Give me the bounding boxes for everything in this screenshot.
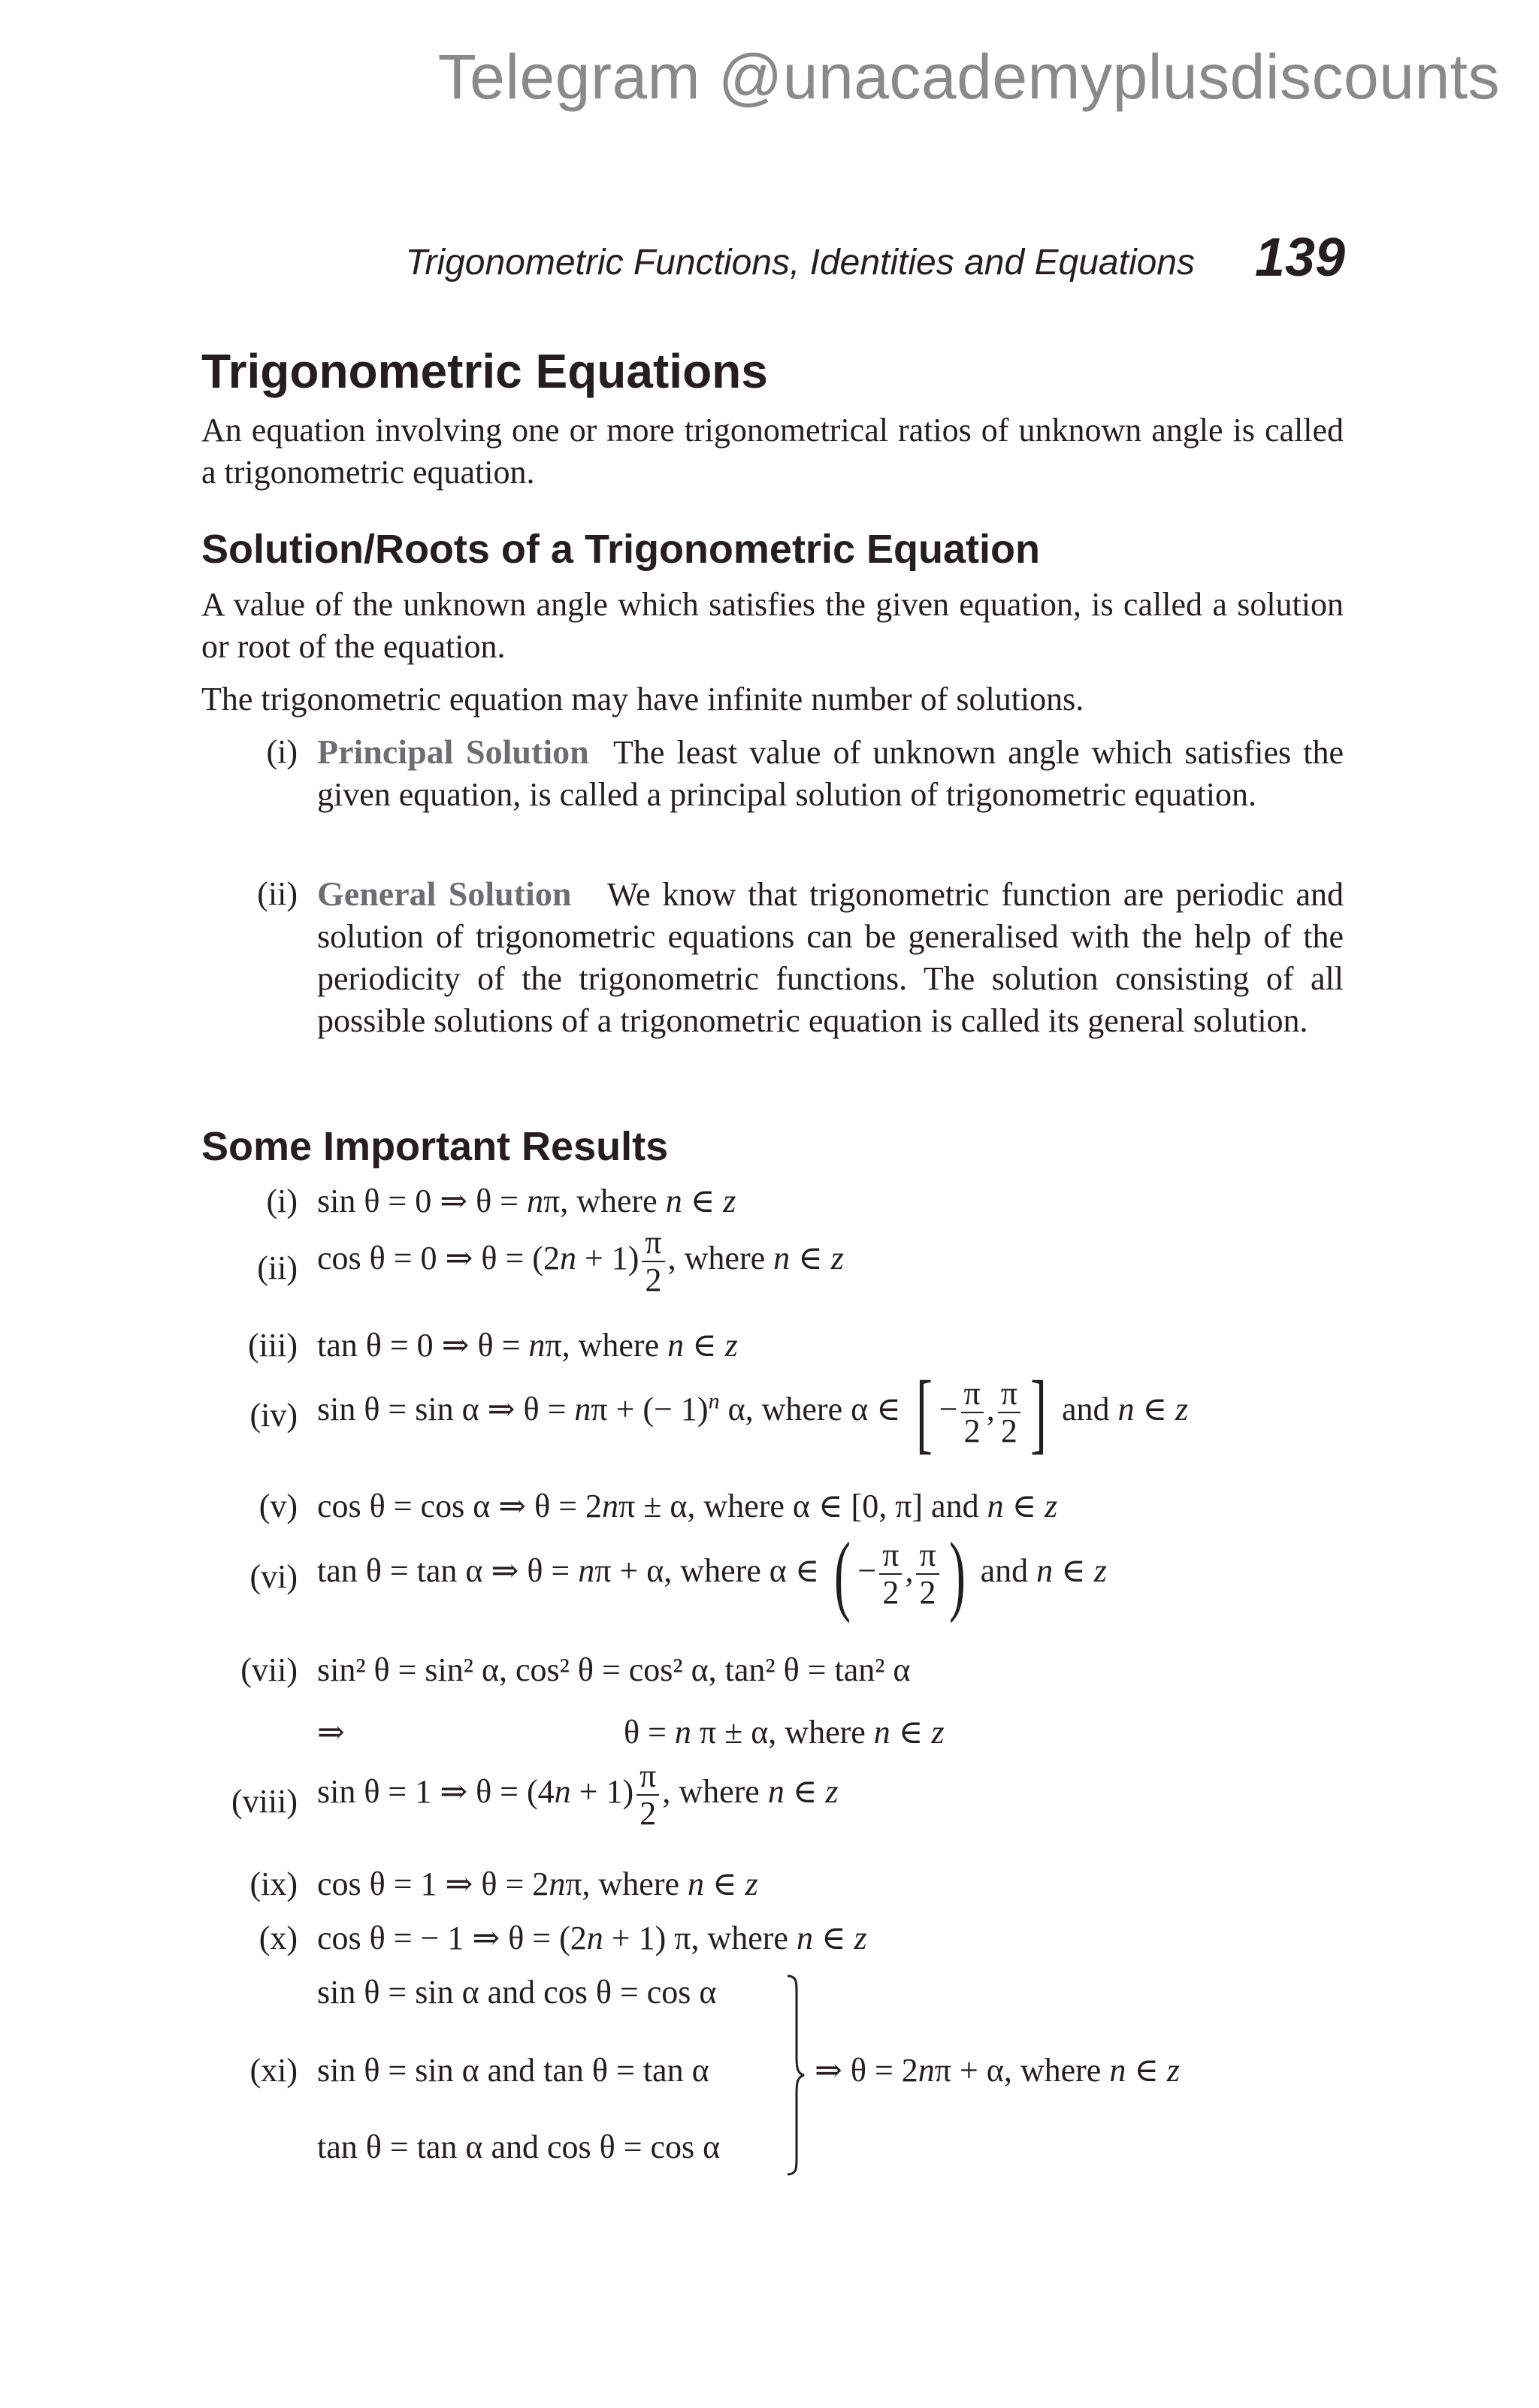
item-number: (ii) <box>257 875 298 912</box>
var-n: n <box>674 1714 691 1751</box>
section-title-results: Some Important Results <box>201 1124 669 1169</box>
result-number: (viii) <box>231 1783 298 1820</box>
section-title-solutions: Solution/Roots of a Trigonometric Equation <box>201 527 1040 572</box>
formula-text: sin θ = 0 ⇒ θ = <box>317 1183 527 1219</box>
right-curly-brace <box>786 1974 806 2176</box>
term-principal-solution: Principal Solution <box>317 733 589 771</box>
result-10 <box>317 1917 867 1959</box>
principal-solution-item <box>317 731 1344 816</box>
formula-text: α, where α ∈ <box>719 1391 901 1428</box>
var-n: n <box>554 1773 571 1811</box>
left-bracket: [ <box>915 1362 933 1462</box>
denominator: 2 <box>1000 1412 1017 1449</box>
var-n: n <box>1117 1391 1135 1428</box>
formula-text: where <box>679 1773 760 1811</box>
formula-text: cos θ = − 1 ⇒ θ = (2 <box>317 1920 587 1956</box>
paragraph-definition: An equation involving one or more trigonometrical ratios of unknown angle is called a trigonometric equation. <box>201 412 1344 491</box>
term-general-solution: General Solution <box>317 875 572 913</box>
result-11-line2: sin θ = sin α and tan θ = tan α <box>317 2052 709 2089</box>
formula-text: tan θ = 0 ⇒ θ = <box>317 1327 529 1364</box>
result-number: (vi) <box>249 1558 298 1595</box>
var-n: n <box>578 1552 595 1590</box>
formula-text: ⇒ θ = 2 <box>815 2052 918 2089</box>
formula-text: π + α, where α ∈ <box>594 1552 820 1590</box>
result-3 <box>317 1325 738 1367</box>
var-n: n <box>559 1240 576 1277</box>
formula-text: + 1) <box>570 1773 634 1811</box>
formula-text: and <box>980 1552 1029 1590</box>
in-z: ∈ z <box>682 1183 736 1219</box>
section-title-trig-equations: Trigonometric Equations <box>201 344 768 398</box>
denominator: 2 <box>639 1795 657 1832</box>
formula-text: π, where <box>545 1327 668 1364</box>
formula-text: π ± α, where <box>691 1714 874 1751</box>
denominator: 2 <box>919 1574 936 1611</box>
fraction-pi-over-2 <box>642 1225 664 1298</box>
numerator: π <box>961 1376 984 1413</box>
var-n: n <box>767 1773 785 1811</box>
right-bracket: ] <box>1030 1362 1047 1462</box>
left-paren: ( <box>834 1524 851 1624</box>
result-number: (i) <box>266 1183 298 1219</box>
page-number: 139 <box>1254 228 1345 288</box>
result-7-line1: sin² θ = sin² α, cos² θ = cos² α, tan² θ = tan² α <box>317 1651 911 1688</box>
paragraph-solution-def: A value of the unknown angle which satisfies the given equation, is called a solution or root of the equation. <box>201 586 1344 665</box>
numerator: π <box>879 1537 902 1575</box>
result-number: (vii) <box>240 1651 298 1688</box>
minus-sign: − <box>939 1391 958 1428</box>
result-number: (x) <box>259 1920 298 1956</box>
formula-text: tan θ = tan α ⇒ θ = <box>317 1552 579 1590</box>
var-n: n <box>987 1488 1004 1524</box>
result-8: sin θ = 1 ⇒ θ = (4n + 1) $\frac{\pi}{2}$ , where n ∈ z <box>317 1757 839 1832</box>
in-z: ∈ z <box>790 1240 844 1277</box>
principal-solution-text: The least value of unknown angle which satisfies the given equation, is called a principal solution of trigonometric equation. <box>317 734 1344 813</box>
result-7-line2 <box>624 1712 945 1754</box>
var-n: n <box>528 1327 546 1364</box>
paragraph-infinite: The trigonometric equation may have infinite number of solutions. <box>201 681 1084 718</box>
fraction-pi-over-2 <box>879 1537 902 1611</box>
result-11-conclusion <box>815 2050 1180 2092</box>
watermark-text: Telegram @unacademyplusdiscounts <box>437 41 1500 112</box>
running-title: Trigonometric Functions, Identities and Equations <box>405 243 1195 282</box>
in-z: ∈ z <box>1134 1391 1189 1428</box>
result-4: sin θ = sin α ⇒ θ = nπ + (− 1)$^n$ α, where α ∈ [ − $\frac{\pi}{2}$ , $\frac{\pi}{2}$ ] and n ∈ z <box>317 1362 1189 1462</box>
result-9 <box>317 1863 758 1905</box>
var-n: n <box>667 1327 685 1364</box>
result-number: (iv) <box>249 1397 298 1434</box>
formula-text: cos θ = 1 ⇒ θ = 2 <box>317 1866 549 1902</box>
in-z: ∈ z <box>890 1714 945 1751</box>
in-z: ∈ z <box>1003 1488 1058 1524</box>
var-n: n <box>665 1183 682 1219</box>
right-paren: ) <box>948 1524 966 1624</box>
denominator: 2 <box>963 1412 981 1449</box>
formula-text: π + α, where <box>934 2052 1110 2089</box>
general-solution-item <box>317 873 1344 1042</box>
formula-text: where <box>684 1240 766 1277</box>
fraction-pi-over-2 <box>636 1758 659 1832</box>
var-n: n <box>527 1183 543 1219</box>
var-n: n <box>918 2052 935 2089</box>
result-number: (ii) <box>257 1249 298 1286</box>
result-number: (v) <box>259 1488 298 1524</box>
denominator: 2 <box>645 1261 662 1298</box>
formula-text: and <box>1061 1391 1110 1428</box>
formula-text: cos θ = 0 ⇒ θ = (2 <box>317 1240 560 1277</box>
in-z: ∈ z <box>1053 1552 1107 1590</box>
implies-arrow: ⇒ <box>317 1714 345 1751</box>
numerator: π <box>642 1225 664 1262</box>
var-n: n <box>773 1240 791 1277</box>
formula-text: cos θ = cos α ⇒ θ = 2 <box>317 1488 603 1524</box>
result-number: (xi) <box>249 2052 298 2089</box>
result-number: (iii) <box>248 1327 298 1364</box>
var-n: n <box>688 1866 705 1902</box>
numerator: π <box>916 1537 939 1575</box>
in-z: ∈ z <box>704 1866 758 1902</box>
result-6: tan θ = tan α ⇒ θ = nπ + α, where α ∈ ( − $\frac{\pi}{2}$ , $\frac{\pi}{2}$ ) and n ∈ z <box>317 1524 1107 1624</box>
fraction-pi-over-2 <box>961 1376 984 1449</box>
numerator: π <box>998 1376 1020 1413</box>
fraction-pi-over-2 <box>998 1376 1020 1449</box>
minus-sign: − <box>857 1552 877 1590</box>
result-2: cos θ = 0 ⇒ θ = (2n + 1) $\frac{\pi}{2}$ , where n ∈ z <box>317 1224 844 1298</box>
result-5 <box>317 1485 1057 1527</box>
var-n: n <box>873 1714 890 1751</box>
formula-text: + 1) <box>576 1240 639 1277</box>
formula-text: π, where <box>543 1183 666 1219</box>
in-z: ∈ z <box>812 1920 867 1956</box>
fraction-pi-over-2 <box>916 1537 939 1611</box>
item-number: (i) <box>266 733 298 770</box>
in-z: ∈ z <box>784 1773 839 1811</box>
formula-text: + 1) π, where <box>603 1920 797 1956</box>
general-solution-text: We know that trigonometric function are periodic and solution of trigonometric equations can be generalised with the help of the periodicity of the trigonometric functions. The solution consisting of all possible solutions of a trigonometric equation is called its general solution. <box>317 876 1344 1039</box>
result-11-line3: tan θ = tan α and cos θ = cos α <box>317 2129 721 2165</box>
var-n: n <box>796 1920 813 1956</box>
formula-text: π ± α, where α ∈ [0, π] and <box>618 1488 987 1524</box>
var-n: n <box>708 1388 720 1414</box>
in-z: ∈ z <box>684 1327 738 1364</box>
in-z: ∈ z <box>1126 2052 1181 2089</box>
formula-text: θ = <box>624 1714 675 1751</box>
var-n: n <box>549 1866 566 1902</box>
var-n: n <box>1036 1552 1054 1590</box>
formula-text: π + (− 1) <box>591 1391 709 1428</box>
var-n: n <box>574 1391 591 1428</box>
numerator: π <box>636 1758 659 1796</box>
denominator: 2 <box>882 1574 900 1611</box>
formula-text: π, where <box>565 1866 688 1902</box>
var-n: n <box>1109 2052 1126 2089</box>
formula-text: sin θ = sin α ⇒ θ = <box>317 1391 575 1428</box>
var-n: n <box>602 1488 619 1524</box>
formula-text: sin θ = 1 ⇒ θ = (4 <box>317 1773 555 1811</box>
result-1 <box>317 1180 736 1222</box>
var-n: n <box>586 1920 603 1956</box>
result-11-line1: sin θ = sin α and cos θ = cos α <box>317 1974 717 2011</box>
result-number: (ix) <box>249 1866 298 1902</box>
